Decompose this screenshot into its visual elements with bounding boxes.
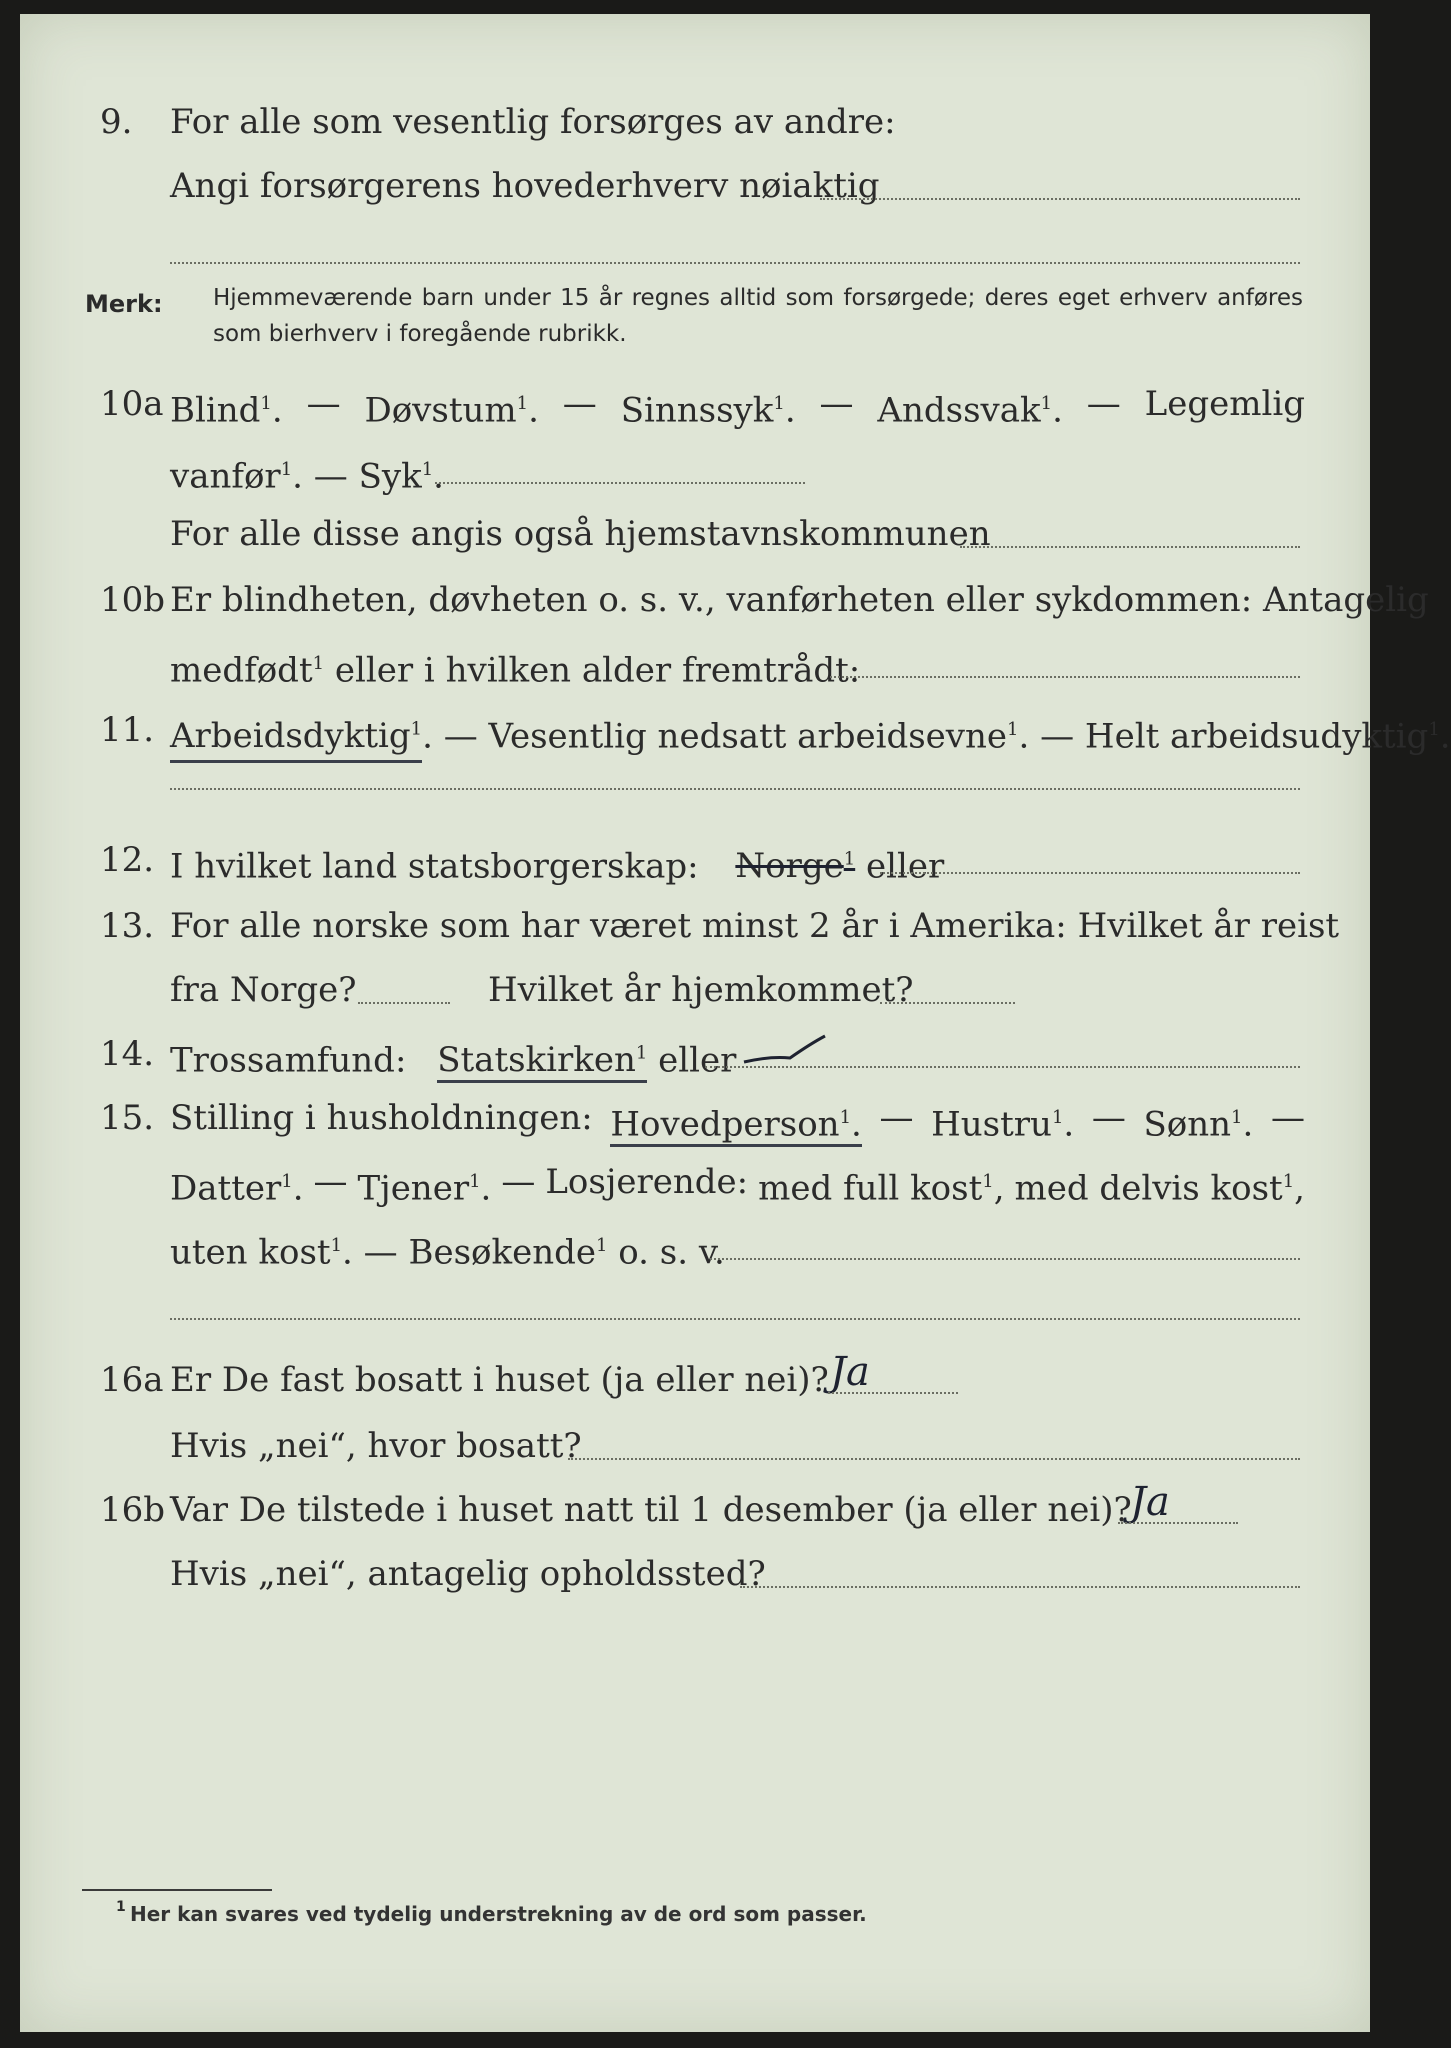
question-text: For alle som vesentlig forsørges av andre: [170, 102, 896, 142]
option-andssvak: Andssvak$^1$. [877, 390, 1063, 431]
handwritten-answer: Ja [1130, 1479, 1170, 1525]
question-text: uten kost$^1$. — Besøkende$^1$ o. s. v. [170, 1232, 725, 1273]
question-text: For alle disse angis også hjemstavnskommunen [170, 514, 991, 554]
census-form-page [20, 14, 1451, 2032]
handwritten-check-mark [740, 1034, 830, 1070]
answer-line[interactable] [435, 482, 805, 484]
question-number: 16a [100, 1360, 164, 1400]
question-text: vanfør$^1$. — Syk$^1$. [170, 456, 444, 497]
question-text: medfødt$^1$ eller i hvilken alder fremtrådt: [170, 650, 861, 691]
question-text: Er blindheten, døvheten o. s. v., vanførheten eller sykdommen: Antagelig [170, 580, 1429, 620]
question-number: 10b [100, 580, 166, 620]
question-text: Var De tilstede i huset natt til 1 desember (ja eller nei)? [170, 1490, 1132, 1530]
question-text: I hvilket land statsborgerskap: Norge$^1$ eller [170, 846, 945, 887]
answer-line[interactable] [568, 1458, 1300, 1460]
option-hovedperson-underlined: Hovedperson$^1$. [610, 1098, 861, 1147]
option-legemlig: Legemlig [1144, 384, 1305, 424]
question-options: Stilling i husholdningen: Hovedperson$^1$. — Hustru$^1$. — Sønn$^1$. — [170, 1098, 1305, 1147]
question-text: fra Norge? [170, 970, 357, 1010]
answer-line[interactable] [830, 676, 1300, 678]
footnote-number: 1 [116, 1899, 126, 1915]
question-number: 15. [100, 1098, 155, 1138]
option-blind: Blind$^1$. [170, 390, 283, 431]
option-arbeidsdyktig-underlined: Arbeidsdyktig$^1$ [170, 716, 422, 763]
footnote-rule [82, 1889, 272, 1891]
question-number: 13. [100, 906, 155, 946]
answer-line[interactable] [1118, 1522, 1238, 1524]
option-dovstum: Døvstum$^1$. [364, 390, 539, 431]
answer-line[interactable] [358, 1002, 450, 1004]
question-options: Blind$^1$. — Døvstum$^1$. — Sinnssyk$^1$. — Andssvak$^1$. — Legemlig [170, 384, 1305, 431]
question-text: For alle norske som har været minst 2 år i Amerika: Hvilket år reist [170, 906, 1340, 946]
answer-line[interactable] [170, 788, 1300, 790]
question-text: Hvis „nei“, antagelig opholdssted? [170, 1554, 766, 1594]
note-text: Hjemmeværende barn under 15 år regnes alltid som forsørgede; deres eget erhverv anføres som bierhverv i foregående rubrikk. [213, 285, 1303, 347]
option-sinnssyk: Sinnssyk$^1$. [620, 390, 796, 431]
answer-line[interactable] [740, 1586, 1300, 1588]
answer-line[interactable] [880, 872, 1300, 874]
option-norge: Norge$^1$ [735, 846, 856, 887]
question-text: Hvis „nei“, hvor bosatt? [170, 1426, 582, 1466]
answer-line[interactable] [170, 262, 1300, 264]
question-number: 10a [100, 384, 164, 424]
answer-line[interactable] [828, 1392, 958, 1394]
option-statskirken-underlined: Statskirken$^1$ [437, 1040, 647, 1083]
question-text: Angi forsørgerens hovederhverv nøiaktig [170, 166, 880, 206]
question-number: 14. [100, 1034, 155, 1074]
handwritten-answer: Ja [830, 1349, 870, 1395]
answer-line[interactable] [170, 1318, 1300, 1320]
footnote-text: Her kan svares ved tydelig understrekning av de ord som passer. [130, 1902, 867, 1926]
answer-line[interactable] [710, 1258, 1300, 1260]
answer-line[interactable] [820, 198, 1300, 200]
question-number: 11. [100, 710, 155, 750]
question-number: 16b [100, 1490, 166, 1530]
question-options: Arbeidsdyktig$^1$. — Vesentlig nedsatt arbeidsevne$^1$. — Helt arbeidsudyktig$^1$. [170, 710, 1451, 756]
answer-line[interactable] [960, 546, 1300, 548]
question-text: Trossamfund: Statskirken$^1$ eller [170, 1034, 736, 1080]
note-block [20, 284, 1370, 364]
question-text: Hvilket år hjemkommet? [488, 970, 914, 1010]
question-number: 12. [100, 840, 155, 880]
question-options: Datter$^1$. — Tjener$^1$. — Losjerende: med full kost$^1$, med delvis kost$^1$, [170, 1162, 1305, 1209]
answer-line[interactable] [880, 1002, 1015, 1004]
question-number: 9. [100, 102, 133, 142]
note-label: Merk: [85, 290, 163, 318]
question-text: Er De fast bosatt i huset (ja eller nei)? [170, 1360, 829, 1400]
